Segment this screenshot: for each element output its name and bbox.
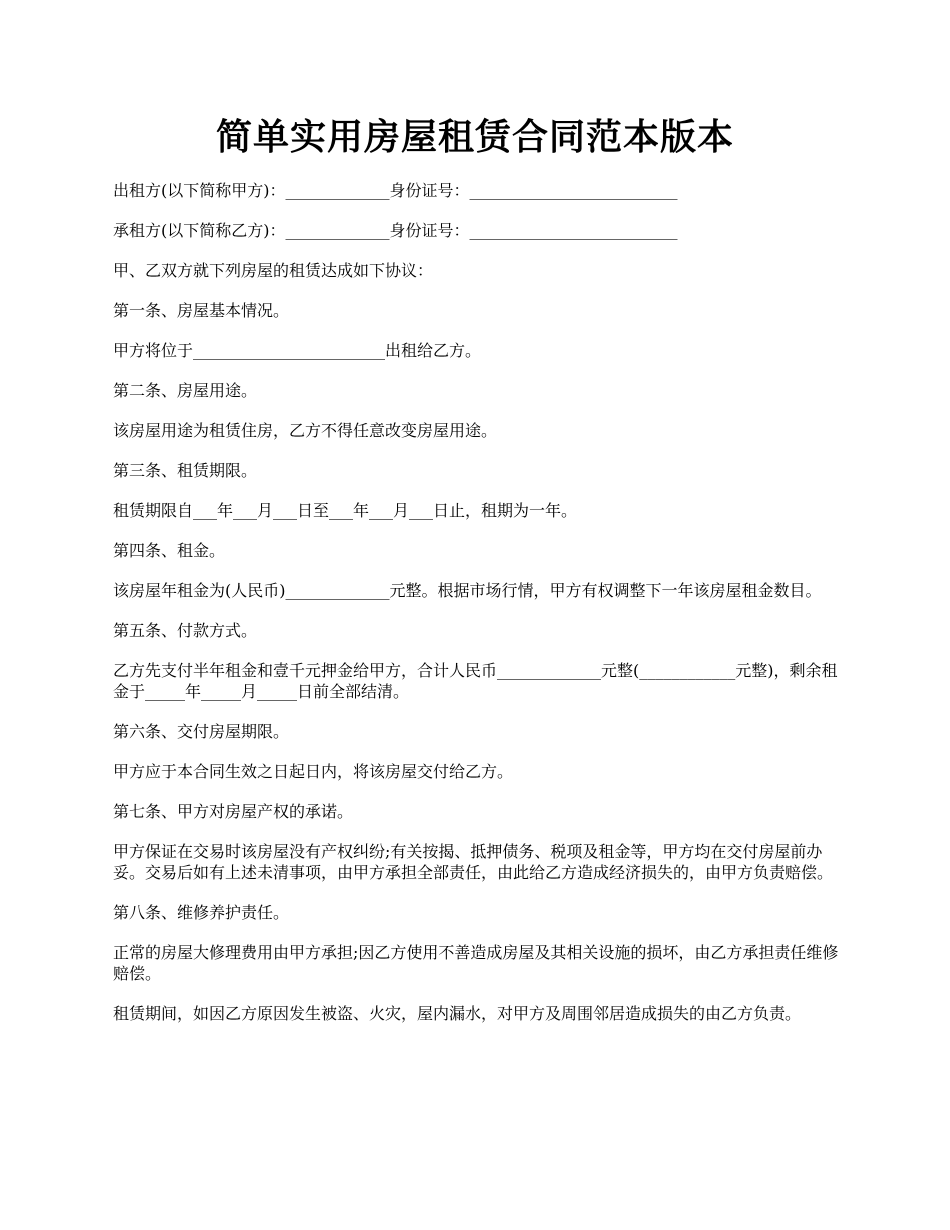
article-8-heading: 第八条、维修养护责任。: [113, 903, 290, 922]
agreement-intro: 甲、乙双方就下列房屋的租赁达成如下协议：: [113, 261, 434, 280]
article-2-body: 该房屋用途为租赁住房，乙方不得任意改变房屋用途。: [113, 421, 498, 440]
article-6-heading: 第六条、交付房屋期限。: [113, 722, 290, 741]
article-7-heading: 第七条、甲方对房屋产权的承诺。: [113, 802, 354, 821]
article-2-heading: 第二条、房屋用途。: [113, 381, 258, 400]
article-3-body: 租赁期限自___年___月___日至___年___月___日止，租期为一年。: [113, 501, 578, 520]
article-3-heading: 第三条、租赁期限。: [113, 461, 258, 480]
article-4-heading: 第四条、租金。: [113, 541, 226, 560]
article-7-body: 甲方保证在交易时该房屋没有产权纠纷;有关按揭、抵押债务、税项及租金等，甲方均在交付房屋前办妥。交易后如有上述未清事项，由甲方承担全部责任，由此给乙方造成经济损失的，由甲方负责赔偿。: [113, 842, 834, 882]
article-5-body: 乙方先支付半年租金和壹千元押金给甲方，合计人民币_____________元整(____________元整)，剩余租金于_____年_____月_____日前全部结清。: [113, 661, 838, 701]
document-body: [113, 180, 841, 1043]
article-4-body: 该房屋年租金为(人民币)_____________元整。根据市场行情，甲方有权调整下一年该房屋租金数目。: [113, 581, 822, 600]
article-8-body-2: 租赁期间，如因乙方原因发生被盗、火灾，屋内漏水，对甲方及周围邻居造成损失的由乙方负责。: [113, 1004, 802, 1023]
lessee-info: 承租方(以下简称乙方)：_____________身份证号：__________________________: [113, 221, 678, 240]
article-1-heading: 第一条、房屋基本情况。: [113, 301, 290, 320]
article-5-heading: 第五条、付款方式。: [113, 621, 258, 640]
article-6-body: 甲方应于本合同生效之日起日内，将该房屋交付给乙方。: [113, 762, 514, 781]
article-1-body: 甲方将位于________________________出租给乙方。: [113, 341, 482, 360]
lessor-info: 出租方(以下简称甲方)：_____________身份证号：__________________________: [113, 181, 678, 200]
document-title: 简单实用房屋租赁合同范本版本: [215, 116, 734, 158]
article-8-body: 正常的房屋大修理费用由甲方承担;因乙方使用不善造成房屋及其相关设施的损坏，由乙方承担责任维修赔偿。: [113, 943, 839, 983]
